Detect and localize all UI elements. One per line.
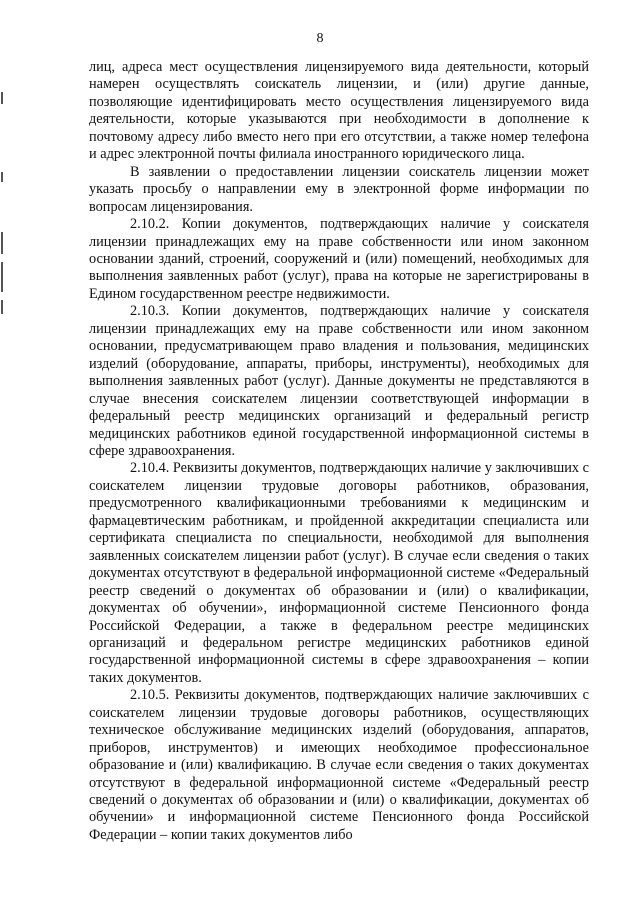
scan-edge-mark bbox=[1, 92, 3, 104]
paragraph-2-10-3: 2.10.3. Копии документов, подтверждающих наличие у соискателя лицензии принадлежащих ему на праве собственности или ином законном основании, предусматривающем право владения и пользования, медицинских изделий (оборудование, аппараты, приборы, инструменты), необходимых для выполнения заявленных работ (услуг). Данные документы не представляются в случае внесения соискателем лицензии соответствующей информации в федеральный реестр медицинских организаций и федеральный регистр медицинских работников единой государственной информационной системы в сфере здравоохранения. bbox=[89, 303, 589, 459]
scan-edge-mark bbox=[1, 172, 3, 182]
paragraph-email-request: В заявлении о предоставлении лицензии соискатель лицензии может указать просьбу о направлении ему в электронной форме информации по вопросам лицензирования. bbox=[89, 163, 589, 215]
scan-edge-mark bbox=[1, 300, 3, 314]
paragraph-continuation: лиц, адреса мест осуществления лицензируемого вида деятельности, который намерен осуществлять соискатель лицензии, и (или) другие данные, позволяющие идентифицировать место осуществления лицензируемого вида деятельности, которые указываются при необходимости в дополнение к почтовому адресу либо вместо него при его отсутствии, а также номер телефона и адрес электронной почты филиала иностранного юридического лица. bbox=[89, 59, 589, 163]
scan-edge-mark bbox=[1, 262, 3, 292]
scan-edge-marks bbox=[0, 0, 4, 905]
page-number: 8 bbox=[316, 31, 324, 46]
document-body bbox=[89, 59, 589, 844]
scan-edge-mark bbox=[1, 232, 3, 254]
paragraph-2-10-4: 2.10.4. Реквизиты документов, подтверждающих наличие у заключивших с соискателем лицензии трудовые договоры работников, образования, предусмотренного квалификационными требованиями к медицинским и фармацевтическим работникам, и пройденной аккредитации специалиста или сертификата специалиста по специальности, необходимой для выполнения заявленных соискателем лицензии работ (услуг). В случае если сведения о таких документах отсутствуют в федеральной информационной системе «Федеральный реестр сведений о документах об образовании и (или) о квалификации, документах об обучении», информационной системе Пенсионного фонда Российской Федерации, а также в федеральном реестре медицинских организаций и федеральном регистре медицинских работников единой государственной информационной системы в сфере здравоохранения – копии таких документов. bbox=[89, 460, 589, 686]
paragraph-2-10-2: 2.10.2. Копии документов, подтверждающих наличие у соискателя лицензии принадлежащих ему на праве собственности или ином законном основании зданий, строений, сооружений и (или) помещений, необходимых для выполнения заявленных работ (услуг), права на которые не зарегистрированы в Едином государственном реестре недвижимости. bbox=[89, 216, 589, 302]
paragraph-2-10-5: 2.10.5. Реквизиты документов, подтверждающих наличие заключивших с соискателем лицензии трудовые договоры работников, осуществляющих техническое обслуживание медицинских изделий (оборудования, аппаратов, приборов, инструментов) и имеющих необходимое профессиональное образование и (или) квалификацию. В случае если сведения о таких документах отсутствуют в федеральной информационной системе «Федеральный реестр сведений о документах об образовании и (или) о квалификации, документах об обучении» и информационной системе Пенсионного фонда Российской Федерации – копии таких документов либо bbox=[89, 687, 589, 843]
